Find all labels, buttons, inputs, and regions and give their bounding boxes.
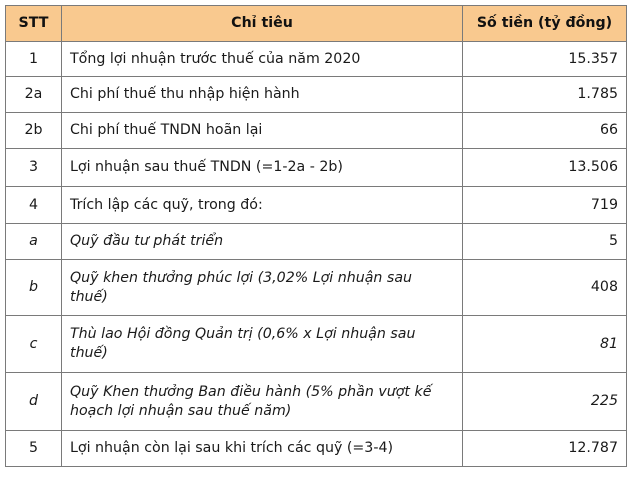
row-description: Thù lao Hội đồng Quản trị (0,6% x Lợi nhuận sau thuế) (62, 316, 463, 373)
table-row (6, 42, 627, 77)
row-stt: 2b (6, 113, 62, 149)
row-amount: 12.787 (463, 431, 627, 467)
row-description: Trích lập các quỹ, trong đó: (62, 187, 463, 224)
column-header-amount: Số tiền (tỷ đồng) (463, 6, 627, 42)
row-amount: 719 (463, 187, 627, 224)
row-description: Lợi nhuận sau thuế TNDN (=1-2a - 2b) (62, 149, 463, 187)
table-row (6, 224, 627, 260)
row-description: Chi phí thuế thu nhập hiện hành (62, 77, 463, 113)
table-row (6, 316, 627, 373)
row-stt: b (6, 260, 62, 316)
row-amount: 15.357 (463, 42, 627, 77)
row-stt: 4 (6, 187, 62, 224)
row-amount: 1.785 (463, 77, 627, 113)
table-row (6, 149, 627, 187)
row-amount: 66 (463, 113, 627, 149)
table-row (6, 260, 627, 316)
column-header-description: Chỉ tiêu (62, 6, 463, 42)
row-stt: 1 (6, 42, 62, 77)
row-amount: 225 (463, 373, 627, 431)
row-stt: a (6, 224, 62, 260)
row-description: Quỹ khen thưởng phúc lợi (3,02% Lợi nhuận sau thuế) (62, 260, 463, 316)
table-row (6, 431, 627, 467)
row-stt: 2a (6, 77, 62, 113)
column-header-stt: STT (6, 6, 62, 42)
row-description: Quỹ Khen thưởng Ban điều hành (5% phần vượt kế hoạch lợi nhuận sau thuế năm) (62, 373, 463, 431)
row-description: Chi phí thuế TNDN hoãn lại (62, 113, 463, 149)
table-row (6, 113, 627, 149)
table-row (6, 77, 627, 113)
row-amount: 81 (463, 316, 627, 373)
row-description: Lợi nhuận còn lại sau khi trích các quỹ (=3-4) (62, 431, 463, 467)
row-description: Quỹ đầu tư phát triển (62, 224, 463, 260)
row-stt: 5 (6, 431, 62, 467)
row-stt: d (6, 373, 62, 431)
table-row (6, 187, 627, 224)
table-row (6, 373, 627, 431)
row-amount: 13.506 (463, 149, 627, 187)
row-amount: 5 (463, 224, 627, 260)
row-stt: 3 (6, 149, 62, 187)
table-header-row (6, 6, 627, 42)
financial-table (5, 5, 627, 467)
row-stt: c (6, 316, 62, 373)
row-description: Tổng lợi nhuận trước thuế của năm 2020 (62, 42, 463, 77)
row-amount: 408 (463, 260, 627, 316)
